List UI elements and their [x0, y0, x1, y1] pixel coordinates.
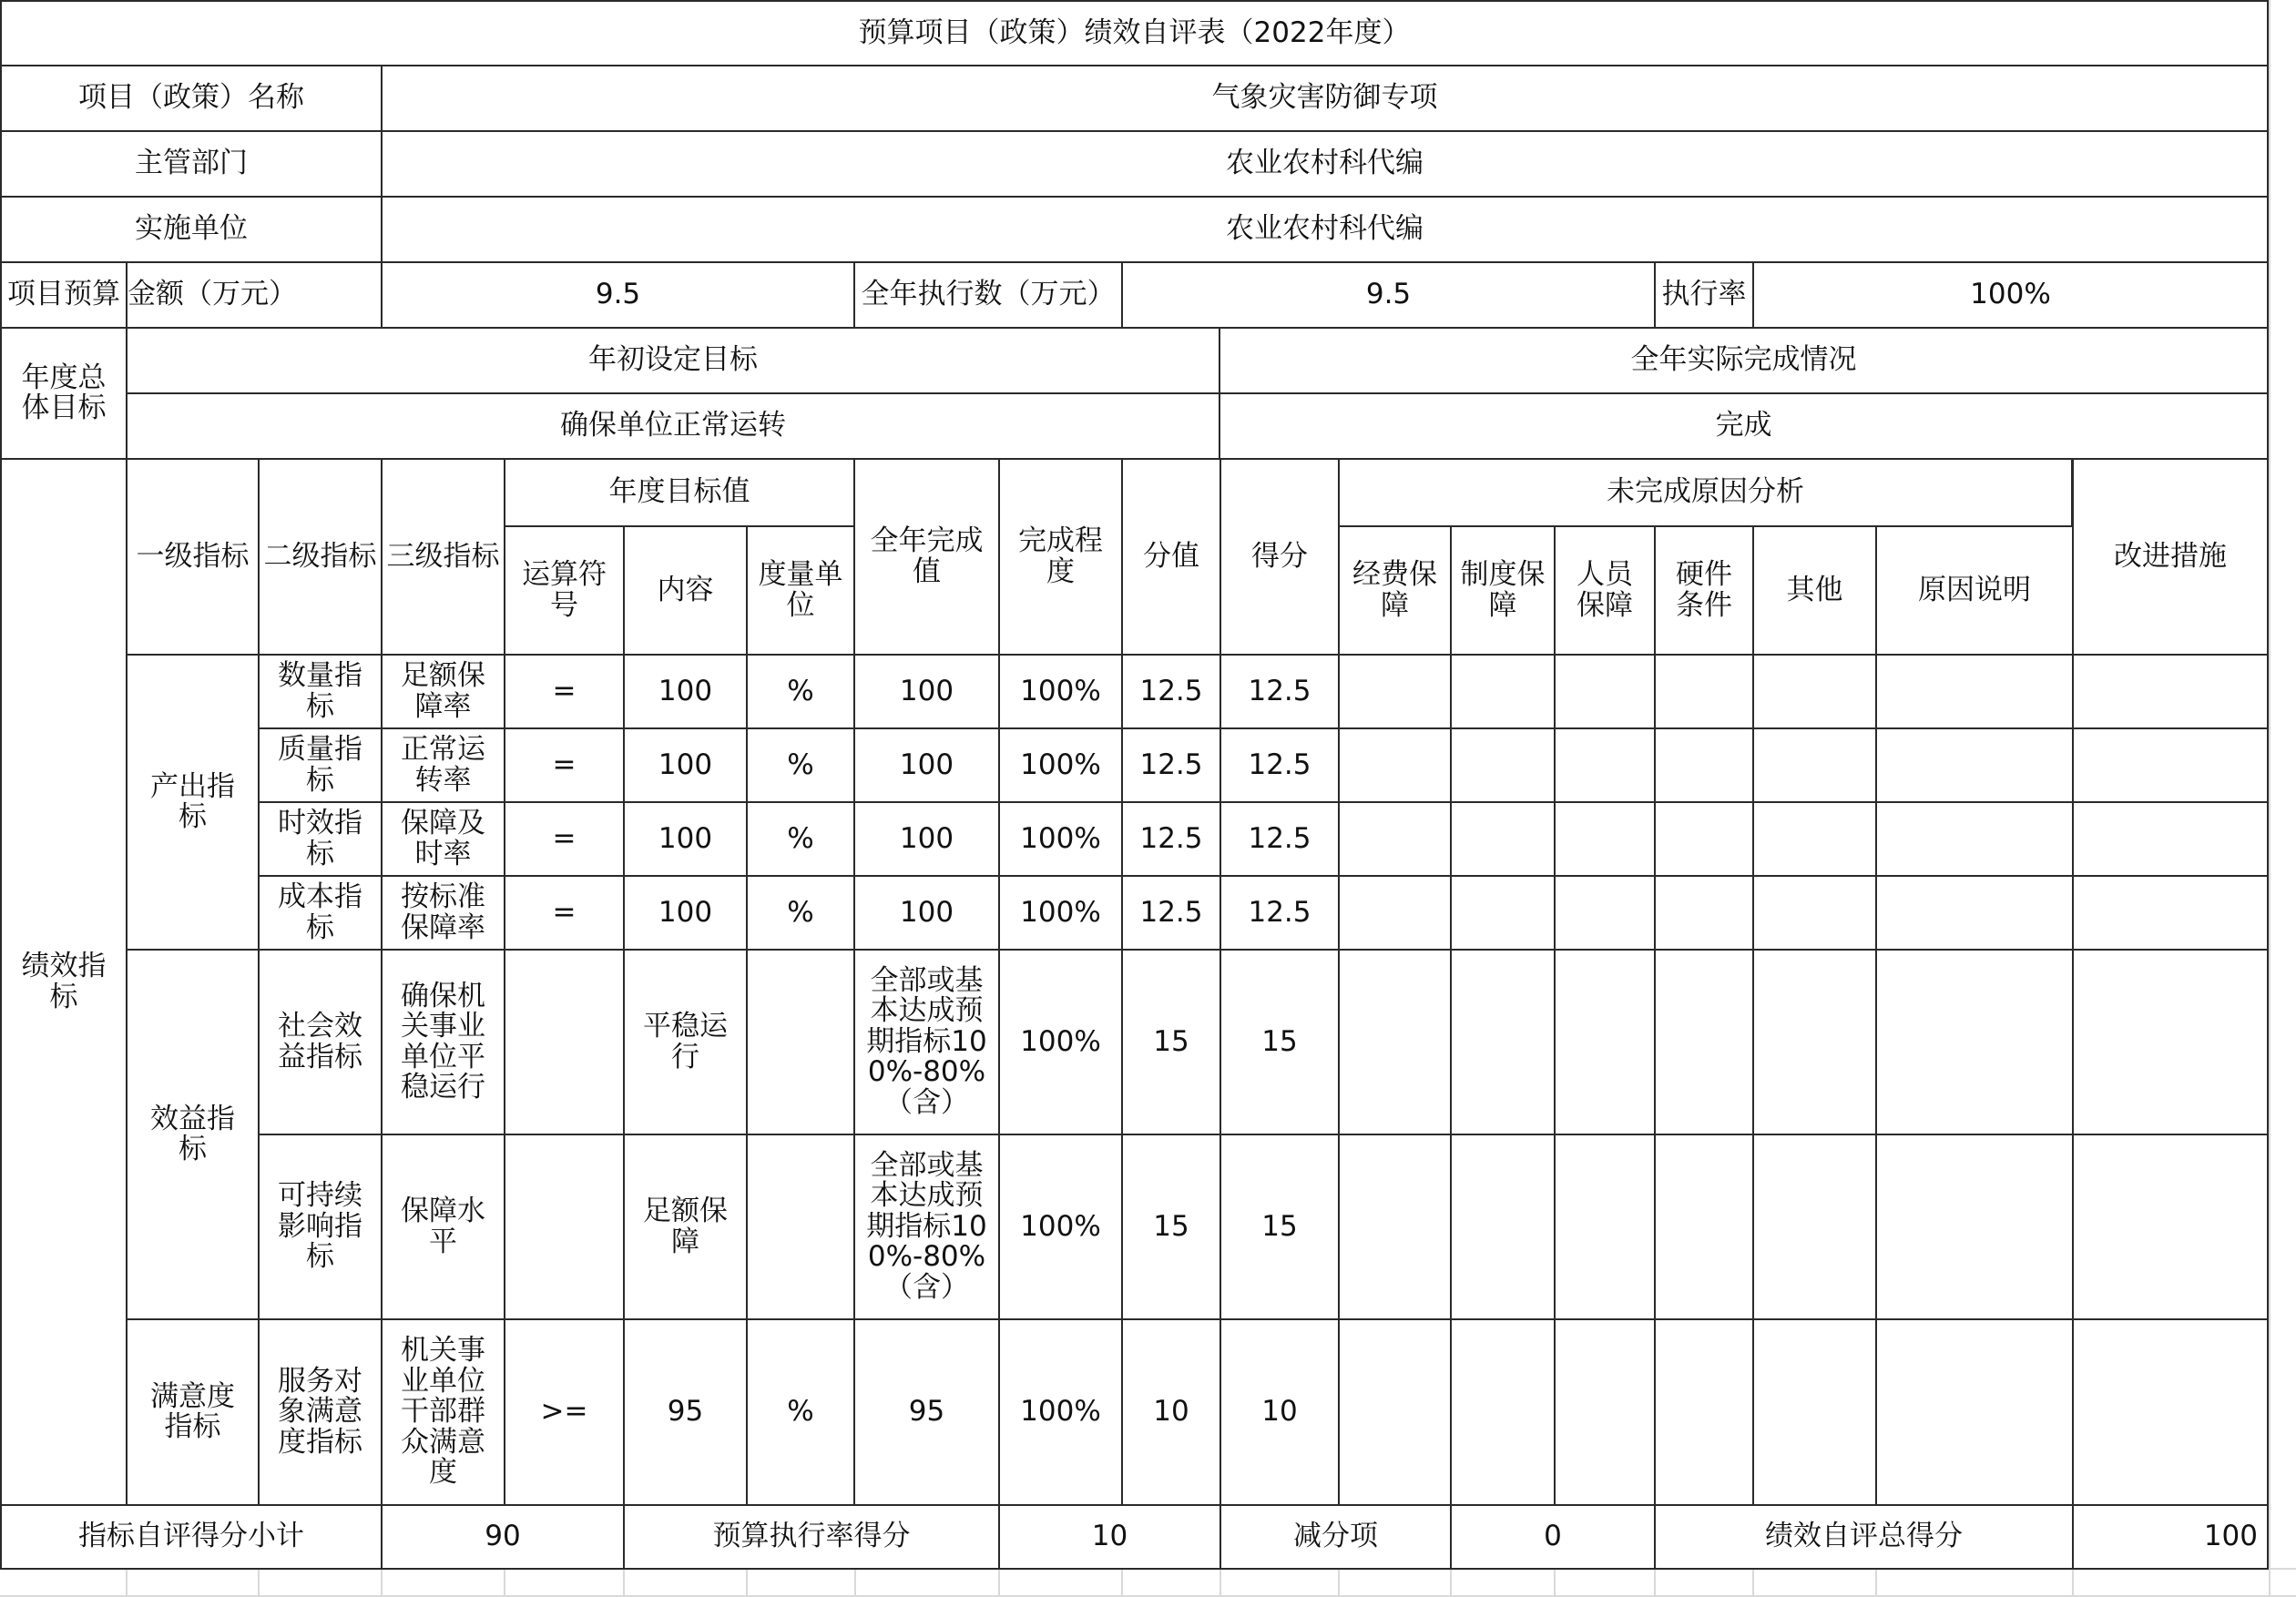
indicator-score-value: 10	[1121, 1318, 1221, 1506]
indicator-staff	[1554, 1134, 1656, 1320]
indicator-score: 15	[1219, 949, 1340, 1135]
indicator-level2: 时效指 标	[258, 801, 383, 877]
indicator-content: 100	[623, 875, 748, 951]
indicator-actual-value: 100	[853, 654, 1000, 729]
indicator-staff	[1554, 654, 1656, 729]
project-name-label: 项目（政策）名称	[0, 65, 383, 132]
indicator-section-label: 绩效指 标	[0, 458, 128, 1506]
indicator-staff	[1554, 949, 1656, 1135]
indicator-hardware	[1654, 727, 1754, 803]
rate-label: 执行率	[1654, 261, 1754, 329]
indicator-explanation	[1875, 875, 2074, 951]
indicator-hardware	[1654, 1134, 1754, 1320]
indicator-unit	[746, 1134, 855, 1320]
indicator-content: 100	[623, 727, 748, 803]
subtotal-label: 指标自评得分小计	[0, 1504, 383, 1570]
total-value: 100	[2072, 1504, 2269, 1570]
deduct-label: 减分项	[1219, 1504, 1452, 1570]
indicator-level2: 质量指 标	[258, 727, 383, 803]
indicator-improve	[2072, 1134, 2269, 1320]
indicator-level2: 可持续 影响指 标	[258, 1134, 383, 1320]
project-name-value: 气象灾害防御专项	[381, 65, 2269, 132]
budget-label: 项目预算	[0, 261, 128, 329]
indicator-level2: 成本指 标	[258, 875, 383, 951]
header-content: 内容	[623, 525, 748, 656]
indicator-level3: 按标准 保障率	[381, 875, 505, 951]
indicator-other	[1752, 1318, 1877, 1506]
unit-value: 农业农村科代编	[381, 196, 2269, 263]
indicator-level2: 社会效 益指标	[258, 949, 383, 1135]
exec-value: 9.5	[1121, 261, 1656, 329]
indicator-funds	[1338, 1134, 1452, 1320]
exec-score-label: 预算执行率得分	[623, 1504, 1000, 1570]
indicator-explanation	[1875, 1318, 2074, 1506]
indicator-unit: %	[746, 727, 855, 803]
indicator-level3: 足额保 障率	[381, 654, 505, 729]
indicator-other	[1752, 1134, 1877, 1320]
indicator-operator: =	[504, 801, 625, 877]
indicator-completion: 100%	[998, 1318, 1123, 1506]
header-score: 得分	[1219, 458, 1340, 656]
indicator-explanation	[1875, 727, 2074, 803]
indicator-completion: 100%	[998, 801, 1123, 877]
indicator-funds	[1338, 801, 1452, 877]
indicator-system	[1450, 1134, 1556, 1320]
group-output: 产出指 标	[126, 654, 260, 951]
indicator-operator	[504, 1134, 625, 1320]
header-hardware: 硬件 条件	[1654, 525, 1754, 656]
indicator-system	[1450, 654, 1556, 729]
header-improve: 改进措施	[2072, 458, 2269, 656]
header-score-value: 分值	[1121, 458, 1221, 656]
indicator-unit	[746, 949, 855, 1135]
header-level2: 二级指标	[258, 458, 383, 656]
indicator-funds	[1338, 654, 1452, 729]
indicator-score-value: 15	[1121, 949, 1221, 1135]
annual-actual-header: 全年实际完成情况	[1219, 327, 2269, 394]
indicator-score: 10	[1219, 1318, 1340, 1506]
rate-value: 100%	[1752, 261, 2269, 329]
header-funds: 经费保 障	[1338, 525, 1452, 656]
indicator-explanation	[1875, 949, 2074, 1135]
subtotal-value: 90	[381, 1504, 625, 1570]
indicator-actual-value: 全部或基 本达成预 期指标10 0%-80% （含）	[853, 1134, 1000, 1320]
indicator-actual-value: 100	[853, 875, 1000, 951]
indicator-staff	[1554, 727, 1656, 803]
indicator-other	[1752, 727, 1877, 803]
indicator-level3: 机关事 业单位 干部群 众满意 度	[381, 1318, 505, 1506]
indicator-content: 95	[623, 1318, 748, 1506]
indicator-completion: 100%	[998, 727, 1123, 803]
indicator-operator: =	[504, 727, 625, 803]
indicator-improve	[2072, 727, 2269, 803]
indicator-completion: 100%	[998, 1134, 1123, 1320]
deduct-value: 0	[1450, 1504, 1656, 1570]
indicator-system	[1450, 727, 1556, 803]
group-benefit: 效益指 标	[126, 949, 260, 1320]
indicator-operator: =	[504, 875, 625, 951]
indicator-score-value: 12.5	[1121, 801, 1221, 877]
dept-value: 农业农村科代编	[381, 130, 2269, 198]
indicator-hardware	[1654, 654, 1754, 729]
indicator-operator: >=	[504, 1318, 625, 1506]
header-other: 其他	[1752, 525, 1877, 656]
header-level3: 三级指标	[381, 458, 505, 656]
indicator-other	[1752, 875, 1877, 951]
indicator-operator	[504, 949, 625, 1135]
indicator-other	[1752, 949, 1877, 1135]
indicator-level3: 保障水 平	[381, 1134, 505, 1320]
indicator-explanation	[1875, 654, 2074, 729]
gridline	[2269, 0, 2270, 1597]
indicator-funds	[1338, 949, 1452, 1135]
annual-target-header: 年初设定目标	[126, 327, 1220, 394]
indicator-level3: 保障及 时率	[381, 801, 505, 877]
indicator-level3: 正常运 转率	[381, 727, 505, 803]
budget-amount-label: 金额（万元）	[126, 261, 383, 329]
header-reason-analysis: 未完成原因分析	[1338, 458, 2073, 527]
indicator-improve	[2072, 875, 2269, 951]
indicator-content: 100	[623, 801, 748, 877]
indicator-unit: %	[746, 654, 855, 729]
indicator-content: 足额保 障	[623, 1134, 748, 1320]
indicator-staff	[1554, 875, 1656, 951]
indicator-improve	[2072, 949, 2269, 1135]
indicator-operator: =	[504, 654, 625, 729]
indicator-funds	[1338, 727, 1452, 803]
table-title: 预算项目（政策）绩效自评表（2022年度）	[0, 0, 2269, 66]
indicator-completion: 100%	[998, 654, 1123, 729]
indicator-completion: 100%	[998, 949, 1123, 1135]
unit-label: 实施单位	[0, 196, 383, 263]
indicator-unit: %	[746, 875, 855, 951]
budget-amount: 9.5	[381, 261, 855, 329]
indicator-system	[1450, 949, 1556, 1135]
indicator-actual-value: 100	[853, 727, 1000, 803]
group-satisfaction: 满意度 指标	[126, 1318, 260, 1506]
indicator-content: 平稳运 行	[623, 949, 748, 1135]
annual-goal-label: 年度总 体目标	[0, 327, 128, 460]
header-annual-target: 年度目标值	[504, 458, 855, 527]
header-explanation: 原因说明	[1875, 525, 2074, 656]
indicator-score: 15	[1219, 1134, 1340, 1320]
indicator-score-value: 15	[1121, 1134, 1221, 1320]
header-unit: 度量单 位	[746, 525, 855, 656]
header-operator: 运算符 号	[504, 525, 625, 656]
indicator-staff	[1554, 1318, 1656, 1506]
exec-label: 全年执行数（万元）	[853, 261, 1123, 329]
header-actual-value: 全年完成 值	[853, 458, 1000, 656]
annual-target: 确保单位正常运转	[126, 392, 1220, 460]
indicator-hardware	[1654, 875, 1754, 951]
indicator-improve	[2072, 654, 2269, 729]
indicator-actual-value: 全部或基 本达成预 期指标10 0%-80% （含）	[853, 949, 1000, 1135]
indicator-score-value: 12.5	[1121, 654, 1221, 729]
indicator-level3: 确保机 关事业 单位平 稳运行	[381, 949, 505, 1135]
indicator-unit: %	[746, 801, 855, 877]
indicator-score: 12.5	[1219, 801, 1340, 877]
indicator-improve	[2072, 1318, 2269, 1506]
indicator-score: 12.5	[1219, 875, 1340, 951]
indicator-score: 12.5	[1219, 727, 1340, 803]
dept-label: 主管部门	[0, 130, 383, 198]
header-staff: 人员 保障	[1554, 525, 1656, 656]
indicator-unit: %	[746, 1318, 855, 1506]
indicator-content: 100	[623, 654, 748, 729]
indicator-explanation	[1875, 1134, 2074, 1320]
total-label: 绩效自评总得分	[1654, 1504, 2074, 1570]
indicator-score-value: 12.5	[1121, 727, 1221, 803]
indicator-hardware	[1654, 949, 1754, 1135]
header-level1: 一级指标	[126, 458, 260, 656]
indicator-system	[1450, 801, 1556, 877]
indicator-hardware	[1654, 1318, 1754, 1506]
indicator-actual-value: 100	[853, 801, 1000, 877]
indicator-funds	[1338, 875, 1452, 951]
exec-score-value: 10	[998, 1504, 1221, 1570]
indicator-staff	[1554, 801, 1656, 877]
indicator-level2: 服务对 象满意 度指标	[258, 1318, 383, 1506]
indicator-system	[1450, 875, 1556, 951]
indicator-explanation	[1875, 801, 2074, 877]
indicator-score: 12.5	[1219, 654, 1340, 729]
indicator-level2: 数量指 标	[258, 654, 383, 729]
annual-actual: 完成	[1219, 392, 2269, 460]
indicator-other	[1752, 654, 1877, 729]
indicator-completion: 100%	[998, 875, 1123, 951]
header-system: 制度保 障	[1450, 525, 1556, 656]
indicator-system	[1450, 1318, 1556, 1506]
indicator-funds	[1338, 1318, 1452, 1506]
header-completion: 完成程 度	[998, 458, 1123, 656]
indicator-other	[1752, 801, 1877, 877]
indicator-score-value: 12.5	[1121, 875, 1221, 951]
indicator-hardware	[1654, 801, 1754, 877]
indicator-improve	[2072, 801, 2269, 877]
indicator-actual-value: 95	[853, 1318, 1000, 1506]
